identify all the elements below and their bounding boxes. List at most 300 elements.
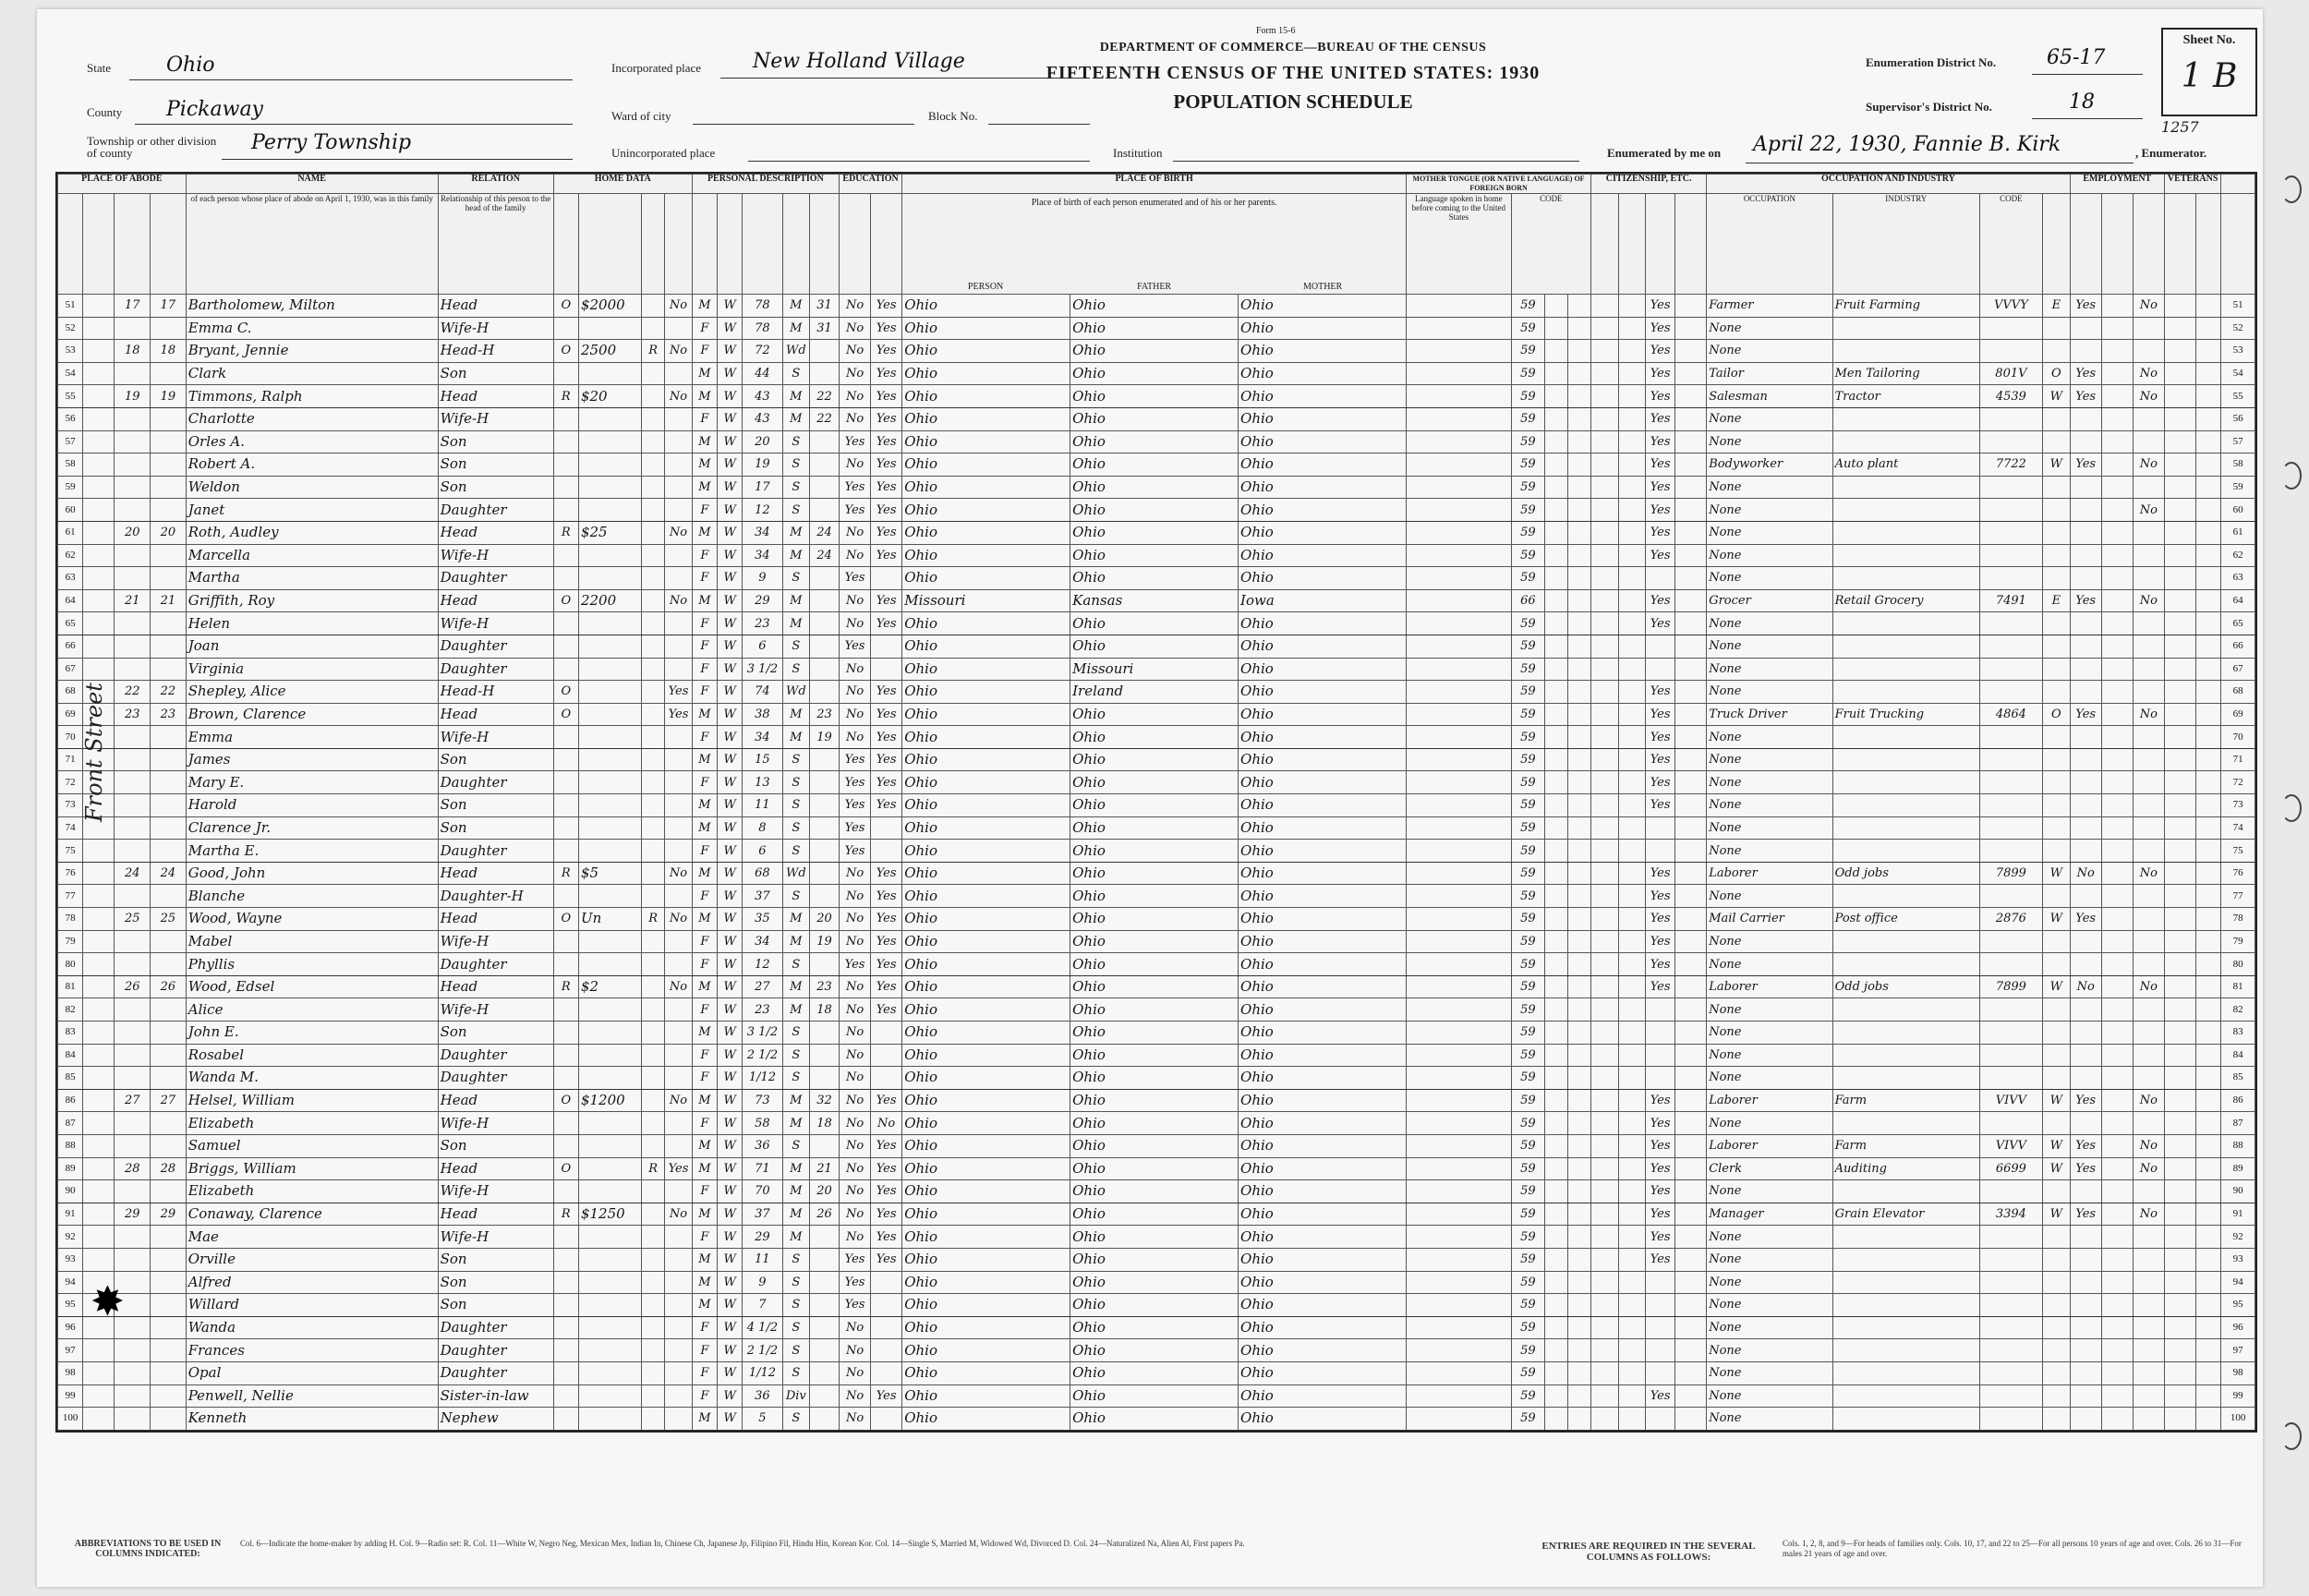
cell-race: W [718,1294,743,1317]
cell-val [578,1157,641,1180]
line-number-right: 74 [2221,816,2255,840]
table-row [58,681,2255,704]
cell-ind [1832,953,1979,976]
cell-dw: 26 [115,975,151,998]
cell-radio [642,1089,665,1112]
cell-blank [1675,1044,1707,1067]
cell-blank [1618,726,1646,749]
cell-radio [642,840,665,863]
cell-fam [151,499,187,522]
cell-mar: S [782,840,810,863]
cell-blank [2101,840,2133,863]
cell-mbp: Ohio [1239,340,1407,363]
cell-radio [642,453,665,477]
cell-fam [151,953,187,976]
cell-rel: Wife-H [438,930,553,953]
cell-val [578,681,641,704]
cell-bp: Ohio [902,317,1070,340]
cell-blank [1591,681,1619,704]
cell-blank [1618,362,1646,385]
line-number: 79 [58,930,83,953]
cell-own [553,544,578,567]
cell-blank [1545,726,1568,749]
cell-vet [2133,726,2164,749]
cell-farm: No [665,295,693,318]
cell-own [553,317,578,340]
cell-dw [115,794,151,817]
cell-cls [2043,748,2071,771]
cell-read: Yes [871,794,902,817]
cell-blank [1568,544,1591,567]
cell-mar: S [782,499,810,522]
cell-farm [665,794,693,817]
cell-occ: None [1707,1112,1832,1135]
cell-blank [2101,295,2133,318]
cell-blank [1568,1157,1591,1180]
col-marital [782,194,810,295]
line-number-right: 52 [2221,317,2255,340]
cell-sch: No [839,1112,870,1135]
cell-cls [2043,681,2071,704]
cell-blank [1406,567,1511,590]
col-race [718,194,743,295]
cell-dw [115,476,151,499]
cell-agem: 18 [810,998,840,1022]
cell-rel: Son [438,1271,553,1294]
cell-farm [665,476,693,499]
cell-agem [810,476,840,499]
cell-age: 34 [743,544,782,567]
cell-fbp: Ohio [1070,1294,1239,1317]
cell-blank [1618,1134,1646,1157]
cell-sex: F [692,681,717,704]
cell-fbp: Kansas [1070,589,1239,612]
cell-rel: Son [438,430,553,453]
line-number: 89 [58,1157,83,1180]
cell-race: W [718,658,743,681]
cell-bp: Ohio [902,1294,1070,1317]
line-number-right: 79 [2221,930,2255,953]
cell-emp [2070,567,2101,590]
cell-rel: Wife-H [438,998,553,1022]
cell-fbp: Ohio [1070,816,1239,840]
cell-fbp: Ohio [1070,975,1239,998]
cell-blank [1545,362,1568,385]
cell-mar: S [782,430,810,453]
cell-race: W [718,567,743,590]
cell-blank [2101,589,2133,612]
cell-blank [1618,635,1646,658]
cell-code: 59 [1511,1361,1544,1384]
cell-emp [2070,1384,2101,1408]
cell-blank [1545,975,1568,998]
cell-sex: F [692,1112,717,1135]
line-number: 98 [58,1361,83,1384]
cell-blank [2196,840,2221,863]
cell-fam: 20 [151,521,187,544]
cell-fbp: Ohio [1070,295,1239,318]
line-number: 83 [58,1022,83,1045]
cell-name: Wanda [186,1316,438,1339]
cell-blank [1545,1044,1568,1067]
cell-name: Emma C. [186,317,438,340]
cell-blank [1675,1384,1707,1408]
line-number-right: 55 [2221,385,2255,408]
cell-blank [2196,1226,2221,1249]
cell-blank [1545,407,1568,430]
cell-vet [2133,1226,2164,1249]
cell-read: Yes [871,295,902,318]
cell-bp: Ohio [902,726,1070,749]
cell-blank [2164,430,2195,453]
cell-mar: S [782,1294,810,1317]
cell-mbp: Ohio [1239,567,1407,590]
cell-mbp: Ohio [1239,1384,1407,1408]
cell-bp: Ohio [902,658,1070,681]
cell-blank [1675,340,1707,363]
cell-race: W [718,1067,743,1090]
cell-emp: Yes [2070,589,2101,612]
cell-fam [151,476,187,499]
cell-fbp: Ohio [1070,340,1239,363]
cell-mbp: Ohio [1239,521,1407,544]
cell-blank [1406,726,1511,749]
cell-blank [1406,703,1511,726]
cell-bp: Ohio [902,816,1070,840]
cell-farm [665,1180,693,1203]
cell-blank [1406,612,1511,635]
cell-read [871,1316,902,1339]
col-person: PERSON [967,282,1004,292]
cell-blank [1545,430,1568,453]
cell-sch: Yes [839,1294,870,1317]
cell-blank [2196,1339,2221,1362]
cell-fbp: Ohio [1070,703,1239,726]
cell-sex: M [692,430,717,453]
cell-mar: S [782,1022,810,1045]
cell-race: W [718,1361,743,1384]
cell-race: W [718,885,743,908]
cell-blank [1591,726,1619,749]
line-number-right: 75 [2221,840,2255,863]
cell-mbp: Ohio [1239,1226,1407,1249]
cell-blank [1618,295,1646,318]
col-mother: MOTHER [1302,282,1343,292]
cell-race: W [718,1316,743,1339]
cell-mbp: Ohio [1239,748,1407,771]
cell-age: 9 [743,1271,782,1294]
sd-value: 18 [2069,91,2095,114]
cell-cls [2043,840,2071,863]
cell-name: Mary E. [186,771,438,794]
incorporated-label: Incorporated place [611,61,702,75]
cell-blank [1675,385,1707,408]
cell-ind [1832,726,1979,749]
cell-blank [1545,1384,1568,1408]
cell-occ: Laborer [1707,862,1832,885]
cell-sch: No [839,317,870,340]
cell-name: Harold [186,794,438,817]
cell-emp [2070,726,2101,749]
cell-own [553,407,578,430]
cell-rel: Wife-H [438,544,553,567]
cell-agem: 19 [810,726,840,749]
cell-blank [1618,862,1646,885]
cell-cls: E [2043,295,2071,318]
cell-blank [1675,567,1707,590]
cell-blank [1618,1408,1646,1431]
cell-sex: F [692,1316,717,1339]
cell-mbp: Ohio [1239,544,1407,567]
cell-read [871,840,902,863]
cell-read: Yes [871,362,902,385]
enumerated-value: April 22, 1930, Fannie B. Kirk [1753,133,2061,156]
col-read [871,194,902,295]
cell-blank [1675,407,1707,430]
cell-vet [2133,1180,2164,1203]
cell-blank [2164,589,2195,612]
cell-blank [1591,816,1619,840]
cell-blank [1591,340,1619,363]
cell-mar: S [782,453,810,477]
state-line [129,79,573,80]
col-age [743,194,782,295]
line-number: 100 [58,1408,83,1431]
cell-read: Yes [871,1203,902,1226]
cell-blank [1591,1157,1619,1180]
cell-blank [2196,1408,2221,1431]
cell-rel: Wife-H [438,612,553,635]
cell-blank [2164,975,2195,998]
cell-age: 34 [743,930,782,953]
cell-sex: M [692,453,717,477]
cell-cls: E [2043,589,2071,612]
cell-sch: No [839,453,870,477]
cell-read: Yes [871,1384,902,1408]
cell-race: W [718,407,743,430]
cell-occode [1979,1271,2042,1294]
cell-occode [1979,998,2042,1022]
cell-fbp: Ohio [1070,1134,1239,1157]
cell-blank [1545,1112,1568,1135]
cell-blank [1545,1022,1568,1045]
cell-rel: Head-H [438,340,553,363]
cell-age: 11 [743,1248,782,1271]
cell-blank [2196,1248,2221,1271]
cell-occode [1979,1339,2042,1362]
cell-age: 19 [743,453,782,477]
cell-code: 59 [1511,1089,1544,1112]
cell-sex: F [692,1067,717,1090]
cell-rel: Head [438,1089,553,1112]
cell-name: Wood, Edsel [186,975,438,998]
cell-mar: S [782,816,810,840]
cell-own [553,1067,578,1090]
cell-age: 7 [743,1294,782,1317]
cell-code: 59 [1511,681,1544,704]
cell-occ: None [1707,816,1832,840]
cell-vet [2133,771,2164,794]
cell-dw [115,612,151,635]
line-number: 86 [58,1089,83,1112]
cell-blank [1406,1089,1511,1112]
cell-val [578,1384,641,1408]
cell-mar: M [782,295,810,318]
cell-blank [1591,1134,1619,1157]
cell-blank [1568,1271,1591,1294]
cell-code: 59 [1511,953,1544,976]
cell-blank [1591,658,1619,681]
cell-name: Briggs, William [186,1157,438,1180]
line-number-right: 71 [2221,748,2255,771]
cell-blank [1568,1384,1591,1408]
cell-age: 12 [743,499,782,522]
cell-dw [115,726,151,749]
cell-radio [642,1203,665,1226]
table-row [58,544,2255,567]
cell-code: 59 [1511,1112,1544,1135]
cell-emp [2070,1408,2101,1431]
cell-st [83,430,115,453]
cell-vet [2133,748,2164,771]
cell-cls [2043,476,2071,499]
cell-blank [2101,1316,2133,1339]
cell-fbp: Ohio [1070,1408,1239,1431]
cell-radio [642,794,665,817]
cell-rel: Wife-H [438,726,553,749]
cell-race: W [718,840,743,863]
cell-blank [1591,295,1619,318]
cell-mbp: Ohio [1239,476,1407,499]
cell-bp: Ohio [902,1361,1070,1384]
cell-blank [1675,748,1707,771]
cell-blank [1545,1157,1568,1180]
cell-mar: S [782,771,810,794]
cell-blank [2164,885,2195,908]
cell-blank [1406,681,1511,704]
cell-val [578,430,641,453]
cell-eng: Yes [1646,885,1675,908]
cell-emp [2070,1044,2101,1067]
cell-farm: No [665,589,693,612]
cell-dw [115,430,151,453]
cell-occode [1979,1180,2042,1203]
cell-emp [2070,1180,2101,1203]
cell-blank [2164,953,2195,976]
cell-emp [2070,1316,2101,1339]
cell-blank [1545,295,1568,318]
cell-fam [151,1180,187,1203]
cell-eng [1646,1294,1675,1317]
cell-cls [2043,885,2071,908]
group-occupation: OCCUPATION AND INDUSTRY [1707,175,2070,194]
cell-age: 2 1/2 [743,1339,782,1362]
cell-read [871,567,902,590]
cell-mbp: Ohio [1239,703,1407,726]
cell-cls: W [2043,908,2071,931]
cell-mbp: Ohio [1239,1294,1407,1317]
cell-blank [1545,1134,1568,1157]
cell-sex: M [692,1248,717,1271]
cell-own [553,1112,578,1135]
cell-sex: F [692,658,717,681]
cell-blank [2196,1089,2221,1112]
cell-occ: None [1707,1294,1832,1317]
cell-blank [1545,794,1568,817]
cell-code: 59 [1511,407,1544,430]
cell-eng [1646,816,1675,840]
cell-blank [1545,840,1568,863]
line-number-right: 89 [2221,1157,2255,1180]
cell-emp: Yes [2070,1134,2101,1157]
cell-age: 6 [743,840,782,863]
cell-blank [2164,998,2195,1022]
population-table [55,172,2257,1433]
line-number-right: 67 [2221,658,2255,681]
cell-farm [665,1339,693,1362]
cell-radio [642,635,665,658]
cell-blank [2196,499,2221,522]
line-number: 51 [58,295,83,318]
cell-blank [2196,885,2221,908]
cell-radio [642,1248,665,1271]
cell-radio [642,1294,665,1317]
cell-blank [2196,975,2221,998]
cell-blank [2196,703,2221,726]
cell-blank [1591,1112,1619,1135]
group-relation: RELATION [438,175,553,194]
line-number: 65 [58,612,83,635]
cell-name: Robert A. [186,453,438,477]
cell-blank [1568,385,1591,408]
cell-read: Yes [871,1157,902,1180]
cell-rel: Daughter [438,953,553,976]
cell-vet [2133,681,2164,704]
cell-cls: O [2043,362,2071,385]
cell-vet [2133,1339,2164,1362]
cell-sex: F [692,953,717,976]
cell-radio [642,499,665,522]
cell-code: 59 [1511,1271,1544,1294]
cell-blank [1618,1271,1646,1294]
cell-mbp: Ohio [1239,1157,1407,1180]
cell-blank [2196,295,2221,318]
cell-own [553,658,578,681]
cell-blank [2196,1361,2221,1384]
cell-farm [665,1271,693,1294]
cell-emp [2070,1294,2101,1317]
cell-blank [1406,407,1511,430]
cell-blank [1618,885,1646,908]
cell-fbp: Ohio [1070,908,1239,931]
cell-blank [1406,1112,1511,1135]
cell-mbp: Ohio [1239,1180,1407,1203]
cell-eng: Yes [1646,908,1675,931]
cell-sex: F [692,1180,717,1203]
cell-blank [1406,1134,1511,1157]
cell-sex: F [692,567,717,590]
township-label: Township or other division of county [87,134,217,160]
cell-rel: Nephew [438,1408,553,1431]
cell-fbp: Ohio [1070,930,1239,953]
cell-val [578,771,641,794]
cell-eng [1646,1271,1675,1294]
cell-own [553,726,578,749]
cell-vet [2133,317,2164,340]
cell-name: Willard [186,1294,438,1317]
cell-occ: None [1707,953,1832,976]
cell-occode [1979,794,2042,817]
